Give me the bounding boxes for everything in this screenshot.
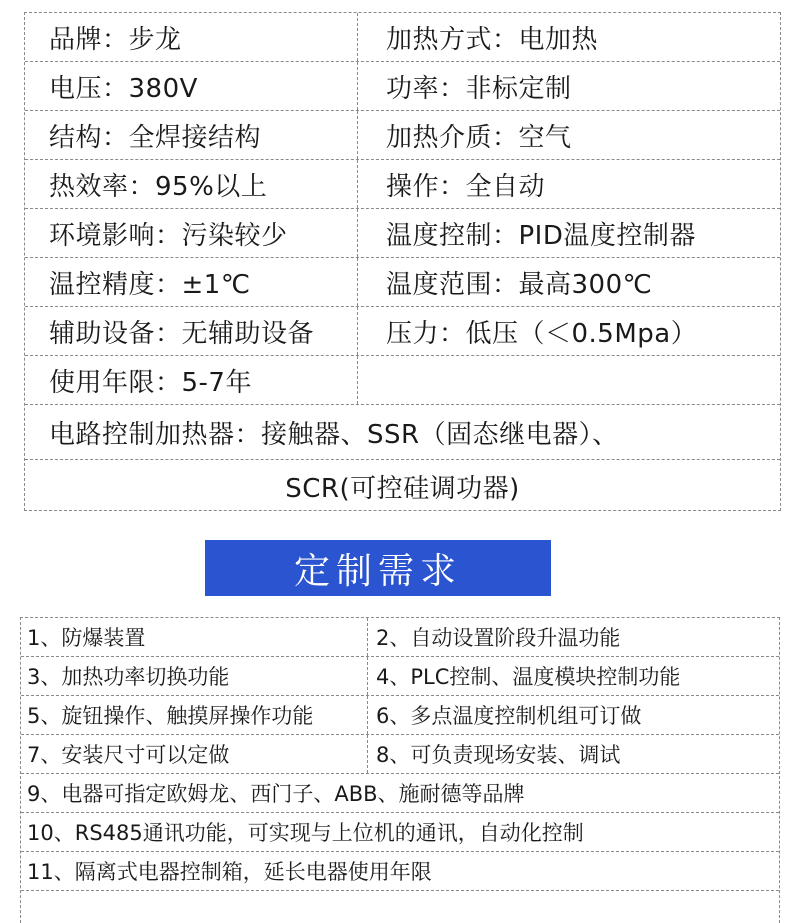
requirement-item: 8、可负责现场安装、调试 <box>376 743 621 767</box>
spec-cell: 结构：全焊接结构 <box>25 111 358 159</box>
spec-row-circuit-cont <box>25 460 780 512</box>
requirement-row <box>21 774 779 813</box>
requirement-item: 11、隔离式电器控制箱，延长电器使用年限 <box>27 860 432 884</box>
spec-row <box>25 13 780 62</box>
spec-cell: 品牌：步龙 <box>25 13 358 61</box>
spec-row <box>25 307 780 356</box>
spec-cell: 热效率：95%以上 <box>25 160 358 208</box>
requirement-row <box>21 657 779 696</box>
spec-table <box>24 12 781 511</box>
spec-row <box>25 111 780 160</box>
custom-requirements-banner: 定制需求 <box>205 540 551 596</box>
requirement-row <box>21 735 779 774</box>
spec-cell: 使用年限：5-7年 <box>25 356 358 404</box>
requirement-item: 2、自动设置阶段升温功能 <box>376 626 621 650</box>
requirement-item: 7、安装尺寸可以定做 <box>21 735 368 773</box>
requirement-item: 9、电器可指定欧姆龙、西门子、ABB、施耐德等品牌 <box>27 782 525 806</box>
spec-cell: 功率：非标定制 <box>386 73 572 104</box>
requirement-item: 6、多点温度控制机组可订做 <box>376 704 642 728</box>
requirement-item: 4、PLC控制、温度模块控制功能 <box>376 665 681 689</box>
requirements-table <box>20 617 780 923</box>
spec-cell: 加热方式：电加热 <box>386 24 599 55</box>
requirement-item: 10、RS485通讯功能，可实现与上位机的通讯，自动化控制 <box>27 821 584 845</box>
requirement-item: 3、加热功率切换功能 <box>21 657 368 695</box>
requirement-item: 1、防爆装置 <box>21 618 368 656</box>
spec-cell: 温控精度：±1℃ <box>25 258 358 306</box>
spec-cell: 辅助设备：无辅助设备 <box>25 307 358 355</box>
spec-row <box>25 209 780 258</box>
spec-cell: 操作：全自动 <box>386 171 546 202</box>
requirement-row <box>21 618 779 657</box>
spec-cell <box>358 356 780 404</box>
circuit-line-1: 电路控制加热器：接触器、SSR（固态继电器）、 <box>49 419 619 450</box>
spec-row <box>25 160 780 209</box>
spec-cell: 环境影响：污染较少 <box>25 209 358 257</box>
spec-row <box>25 62 780 111</box>
spec-cell: 温度范围：最高300℃ <box>386 269 653 300</box>
spec-row <box>25 258 780 307</box>
spec-cell: 压力：低压（＜0.5Mpa） <box>386 318 698 349</box>
spec-cell: 温度控制：PID温度控制器 <box>386 220 696 251</box>
requirement-row <box>21 696 779 735</box>
requirement-item: 5、旋钮操作、触摸屏操作功能 <box>21 696 368 734</box>
spec-cell: 电压：380V <box>25 62 358 110</box>
circuit-line-2: SCR(可控硅调功器) <box>285 473 520 504</box>
spec-row <box>25 356 780 405</box>
spec-cell: 加热介质：空气 <box>386 122 572 153</box>
requirement-row <box>21 852 779 891</box>
spec-row-circuit <box>25 405 780 460</box>
requirement-row <box>21 813 779 852</box>
